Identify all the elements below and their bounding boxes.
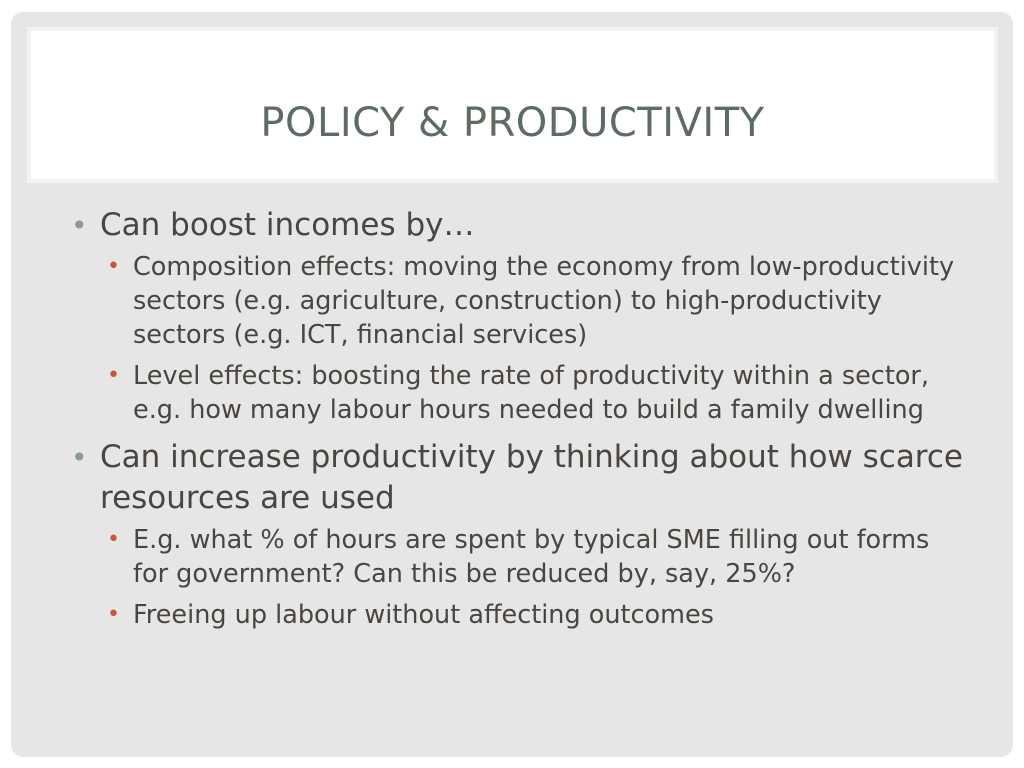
slide (11, 12, 1013, 757)
slide-content (71, 202, 971, 639)
bullet-dot-icon: • (107, 363, 120, 388)
title-box (31, 31, 994, 179)
bullet-level2 (71, 359, 971, 427)
sub-bullet-list (71, 250, 971, 427)
bullet-level2 (71, 598, 971, 632)
slide-title: POLICY & PRODUCTIVITY (260, 100, 765, 146)
bullet-dot-icon: • (71, 441, 88, 474)
bullet-text: Can increase productivity by thinking about how scarce resources are used (100, 439, 963, 516)
bullet-dot-icon: • (71, 209, 88, 242)
bullet-text: Can boost incomes by… (100, 207, 475, 243)
bullet-dot-icon: • (107, 254, 120, 279)
bullet-dot-icon: • (107, 527, 120, 552)
bullet-level2 (71, 250, 971, 352)
sub-bullet-list (71, 523, 971, 632)
bullet-text: Freeing up labour without affecting outcomes (133, 600, 714, 630)
bullet-text: Level effects: boosting the rate of productivity within a sector, e.g. how many labour hours needed to build a family dwelling (133, 361, 930, 425)
bullet-dot-icon: • (107, 602, 120, 627)
bullet-text: Composition effects: moving the economy from low-productivity sectors (e.g. agriculture, construction) to high-productivity sectors (e.g. ICT, financial services) (133, 252, 955, 350)
bullet-level1 (71, 437, 971, 519)
bullet-level2 (71, 523, 971, 591)
bullet-text: E.g. what % of hours are spent by typical SME filling out forms for government? Can this be reduced by, say, 25%? (133, 525, 930, 589)
bullet-level1 (71, 205, 971, 246)
